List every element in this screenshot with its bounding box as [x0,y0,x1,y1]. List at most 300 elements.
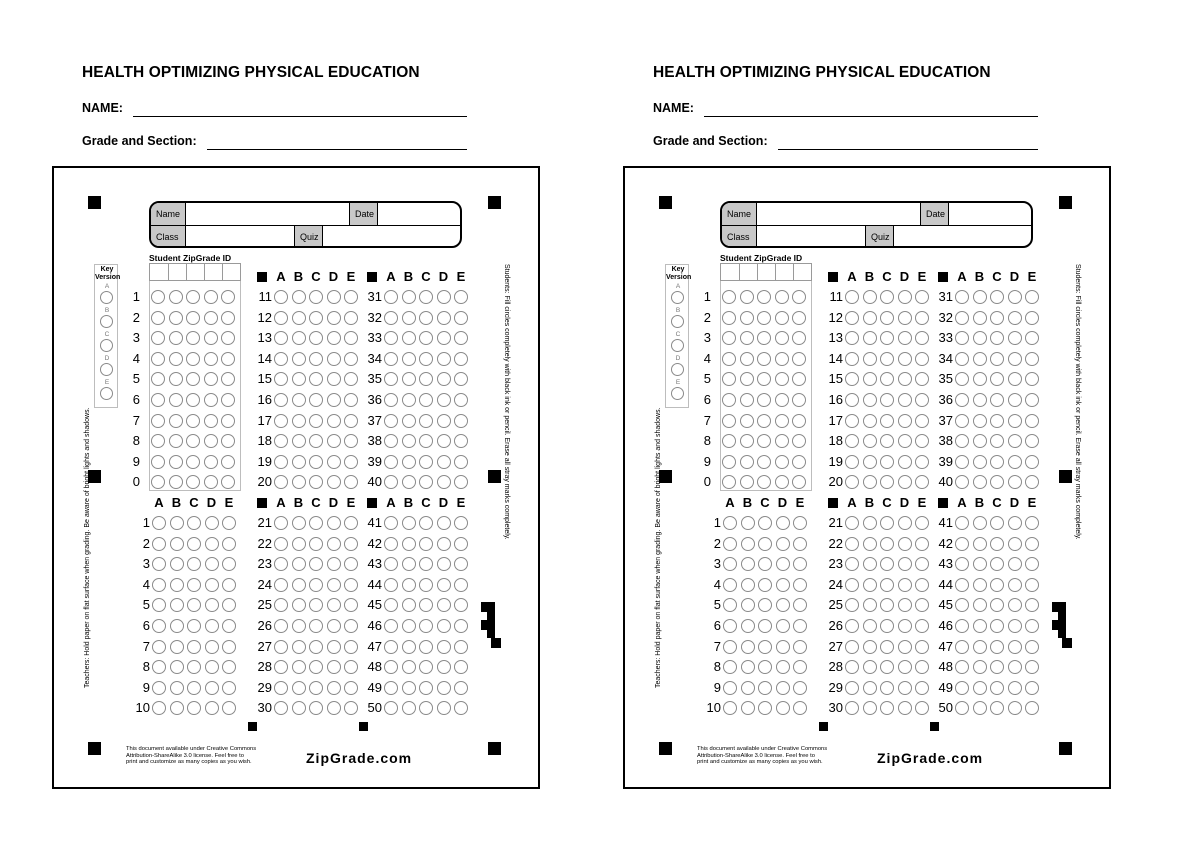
answer-bubble[interactable] [793,660,807,674]
answer-bubble[interactable] [973,701,987,715]
answer-bubble[interactable] [454,434,468,448]
answer-bubble[interactable] [990,537,1004,551]
answer-bubble[interactable] [327,537,341,551]
answer-bubble[interactable] [898,619,912,633]
answer-bubble[interactable] [454,352,468,366]
date-box-field[interactable] [378,203,460,225]
id-bubble[interactable] [775,311,789,325]
key-bubble[interactable] [100,291,113,304]
answer-bubble[interactable] [880,537,894,551]
answer-bubble[interactable] [741,537,755,551]
answer-bubble[interactable] [845,537,859,551]
answer-bubble[interactable] [1008,701,1022,715]
answer-bubble[interactable] [776,537,790,551]
answer-bubble[interactable] [758,619,772,633]
answer-bubble[interactable] [915,640,929,654]
answer-bubble[interactable] [402,352,416,366]
answer-bubble[interactable] [384,660,398,674]
answer-bubble[interactable] [758,640,772,654]
id-bubble[interactable] [151,414,165,428]
answer-bubble[interactable] [955,393,969,407]
answer-bubble[interactable] [402,434,416,448]
answer-bubble[interactable] [845,598,859,612]
answer-bubble[interactable] [898,598,912,612]
answer-bubble[interactable] [741,578,755,592]
id-bubble[interactable] [792,455,806,469]
answer-bubble[interactable] [880,393,894,407]
answer-bubble[interactable] [863,681,877,695]
class-box-field[interactable] [757,226,865,248]
answer-bubble[interactable] [292,352,306,366]
answer-bubble[interactable] [419,434,433,448]
answer-bubble[interactable] [1008,537,1022,551]
answer-bubble[interactable] [327,598,341,612]
answer-bubble[interactable] [205,578,219,592]
answer-bubble[interactable] [758,578,772,592]
answer-bubble[interactable] [845,434,859,448]
id-bubble[interactable] [740,455,754,469]
answer-bubble[interactable] [898,701,912,715]
answer-bubble[interactable] [845,455,859,469]
answer-bubble[interactable] [152,701,166,715]
answer-bubble[interactable] [898,537,912,551]
answer-bubble[interactable] [437,537,451,551]
answer-bubble[interactable] [187,537,201,551]
answer-bubble[interactable] [384,557,398,571]
id-bubble[interactable] [151,352,165,366]
answer-bubble[interactable] [454,393,468,407]
answer-bubble[interactable] [344,701,358,715]
answer-bubble[interactable] [292,660,306,674]
id-bubble[interactable] [792,414,806,428]
answer-bubble[interactable] [898,372,912,386]
answer-bubble[interactable] [915,681,929,695]
answer-bubble[interactable] [454,578,468,592]
answer-bubble[interactable] [990,434,1004,448]
id-bubble[interactable] [740,475,754,489]
answer-bubble[interactable] [990,455,1004,469]
answer-bubble[interactable] [309,701,323,715]
answer-bubble[interactable] [898,311,912,325]
answer-bubble[interactable] [990,578,1004,592]
answer-bubble[interactable] [327,372,341,386]
answer-bubble[interactable] [973,455,987,469]
answer-bubble[interactable] [384,598,398,612]
answer-bubble[interactable] [955,352,969,366]
answer-bubble[interactable] [915,619,929,633]
answer-bubble[interactable] [309,455,323,469]
answer-bubble[interactable] [152,660,166,674]
answer-bubble[interactable] [437,311,451,325]
answer-bubble[interactable] [402,311,416,325]
answer-bubble[interactable] [327,640,341,654]
answer-bubble[interactable] [1008,414,1022,428]
answer-bubble[interactable] [973,311,987,325]
id-bubble[interactable] [169,414,183,428]
answer-bubble[interactable] [845,352,859,366]
answer-bubble[interactable] [845,578,859,592]
answer-bubble[interactable] [776,557,790,571]
answer-bubble[interactable] [723,681,737,695]
answer-bubble[interactable] [1025,598,1039,612]
answer-bubble[interactable] [419,475,433,489]
answer-bubble[interactable] [1025,701,1039,715]
id-bubble[interactable] [221,455,235,469]
answer-bubble[interactable] [292,434,306,448]
answer-bubble[interactable] [1008,331,1022,345]
answer-bubble[interactable] [973,516,987,530]
answer-bubble[interactable] [454,557,468,571]
answer-bubble[interactable] [915,372,929,386]
answer-bubble[interactable] [292,598,306,612]
answer-bubble[interactable] [384,640,398,654]
answer-bubble[interactable] [222,537,236,551]
answer-bubble[interactable] [344,414,358,428]
answer-bubble[interactable] [309,640,323,654]
id-bubble[interactable] [722,393,736,407]
answer-bubble[interactable] [419,455,433,469]
id-bubble[interactable] [740,311,754,325]
id-bubble[interactable] [722,352,736,366]
answer-bubble[interactable] [402,537,416,551]
answer-bubble[interactable] [776,640,790,654]
answer-bubble[interactable] [898,557,912,571]
class-box-field[interactable] [186,226,294,248]
answer-bubble[interactable] [454,681,468,695]
answer-bubble[interactable] [309,619,323,633]
answer-bubble[interactable] [741,701,755,715]
answer-bubble[interactable] [955,372,969,386]
answer-bubble[interactable] [205,619,219,633]
answer-bubble[interactable] [898,660,912,674]
answer-bubble[interactable] [292,640,306,654]
answer-bubble[interactable] [793,701,807,715]
answer-bubble[interactable] [793,578,807,592]
answer-bubble[interactable] [205,660,219,674]
answer-bubble[interactable] [793,598,807,612]
answer-bubble[interactable] [402,640,416,654]
answer-bubble[interactable] [741,660,755,674]
answer-bubble[interactable] [274,619,288,633]
answer-bubble[interactable] [1008,598,1022,612]
id-bubble[interactable] [740,331,754,345]
answer-bubble[interactable] [170,701,184,715]
id-bubble[interactable] [775,393,789,407]
answer-bubble[interactable] [402,475,416,489]
answer-bubble[interactable] [292,331,306,345]
id-bubble[interactable] [792,352,806,366]
answer-bubble[interactable] [309,537,323,551]
answer-bubble[interactable] [454,372,468,386]
answer-bubble[interactable] [274,414,288,428]
answer-bubble[interactable] [863,393,877,407]
answer-bubble[interactable] [205,640,219,654]
id-bubble[interactable] [186,352,200,366]
answer-bubble[interactable] [1025,290,1039,304]
id-bubble[interactable] [775,352,789,366]
id-bubble[interactable] [204,475,218,489]
key-bubble[interactable] [100,387,113,400]
id-bubble[interactable] [169,290,183,304]
answer-bubble[interactable] [1025,311,1039,325]
student-id-write-in[interactable] [720,263,812,281]
answer-bubble[interactable] [955,660,969,674]
answer-bubble[interactable] [880,331,894,345]
answer-bubble[interactable] [863,331,877,345]
answer-bubble[interactable] [437,414,451,428]
answer-bubble[interactable] [327,557,341,571]
answer-bubble[interactable] [915,598,929,612]
id-bubble[interactable] [740,414,754,428]
id-bubble[interactable] [151,311,165,325]
answer-bubble[interactable] [880,455,894,469]
answer-bubble[interactable] [437,660,451,674]
answer-bubble[interactable] [327,475,341,489]
student-id-write-in[interactable] [149,263,241,281]
answer-bubble[interactable] [292,455,306,469]
answer-bubble[interactable] [863,557,877,571]
answer-bubble[interactable] [309,290,323,304]
answer-bubble[interactable] [973,414,987,428]
answer-bubble[interactable] [309,557,323,571]
answer-bubble[interactable] [187,640,201,654]
answer-bubble[interactable] [402,393,416,407]
answer-bubble[interactable] [863,455,877,469]
answer-bubble[interactable] [454,475,468,489]
id-bubble[interactable] [186,393,200,407]
answer-bubble[interactable] [723,598,737,612]
answer-bubble[interactable] [274,537,288,551]
answer-bubble[interactable] [309,331,323,345]
id-bubble[interactable] [775,290,789,304]
answer-bubble[interactable] [344,290,358,304]
answer-bubble[interactable] [384,393,398,407]
answer-bubble[interactable] [309,311,323,325]
answer-bubble[interactable] [723,701,737,715]
id-bubble[interactable] [221,414,235,428]
answer-bubble[interactable] [274,352,288,366]
answer-bubble[interactable] [898,393,912,407]
answer-bubble[interactable] [863,311,877,325]
answer-bubble[interactable] [990,414,1004,428]
id-bubble[interactable] [151,393,165,407]
answer-bubble[interactable] [344,393,358,407]
answer-bubble[interactable] [898,578,912,592]
key-bubble[interactable] [671,339,684,352]
answer-bubble[interactable] [437,619,451,633]
answer-bubble[interactable] [1025,372,1039,386]
key-bubble[interactable] [671,387,684,400]
answer-bubble[interactable] [973,557,987,571]
answer-bubble[interactable] [344,578,358,592]
answer-bubble[interactable] [454,331,468,345]
answer-bubble[interactable] [880,311,894,325]
answer-bubble[interactable] [344,660,358,674]
id-bubble[interactable] [775,372,789,386]
answer-bubble[interactable] [170,619,184,633]
answer-bubble[interactable] [776,619,790,633]
answer-bubble[interactable] [437,598,451,612]
answer-bubble[interactable] [292,372,306,386]
answer-bubble[interactable] [222,598,236,612]
answer-bubble[interactable] [437,681,451,695]
answer-bubble[interactable] [187,578,201,592]
answer-bubble[interactable] [309,393,323,407]
id-bubble[interactable] [792,393,806,407]
answer-bubble[interactable] [384,434,398,448]
answer-bubble[interactable] [152,516,166,530]
answer-bubble[interactable] [723,660,737,674]
answer-bubble[interactable] [419,352,433,366]
id-bubble[interactable] [722,455,736,469]
answer-bubble[interactable] [955,537,969,551]
answer-bubble[interactable] [402,455,416,469]
answer-bubble[interactable] [402,578,416,592]
answer-bubble[interactable] [222,557,236,571]
answer-bubble[interactable] [187,557,201,571]
name-box-field[interactable] [757,203,920,225]
answer-bubble[interactable] [863,290,877,304]
answer-bubble[interactable] [880,372,894,386]
answer-bubble[interactable] [419,311,433,325]
key-bubble[interactable] [671,363,684,376]
answer-bubble[interactable] [152,537,166,551]
answer-bubble[interactable] [309,516,323,530]
id-bubble[interactable] [775,455,789,469]
answer-bubble[interactable] [309,352,323,366]
answer-bubble[interactable] [187,681,201,695]
answer-bubble[interactable] [274,372,288,386]
answer-bubble[interactable] [990,557,1004,571]
answer-bubble[interactable] [437,434,451,448]
answer-bubble[interactable] [274,578,288,592]
answer-bubble[interactable] [292,537,306,551]
id-bubble[interactable] [740,290,754,304]
answer-bubble[interactable] [170,578,184,592]
answer-bubble[interactable] [915,516,929,530]
answer-bubble[interactable] [274,311,288,325]
answer-bubble[interactable] [845,701,859,715]
answer-bubble[interactable] [402,598,416,612]
answer-bubble[interactable] [384,455,398,469]
id-bubble[interactable] [169,393,183,407]
answer-bubble[interactable] [384,681,398,695]
answer-bubble[interactable] [454,537,468,551]
answer-bubble[interactable] [793,640,807,654]
answer-bubble[interactable] [1008,311,1022,325]
answer-bubble[interactable] [170,598,184,612]
id-bubble[interactable] [792,290,806,304]
answer-bubble[interactable] [741,516,755,530]
answer-bubble[interactable] [990,475,1004,489]
answer-bubble[interactable] [955,681,969,695]
answer-bubble[interactable] [170,537,184,551]
answer-bubble[interactable] [274,701,288,715]
id-bubble[interactable] [169,352,183,366]
answer-bubble[interactable] [973,619,987,633]
answer-bubble[interactable] [793,537,807,551]
answer-bubble[interactable] [292,557,306,571]
answer-bubble[interactable] [170,681,184,695]
answer-bubble[interactable] [344,475,358,489]
answer-bubble[interactable] [990,352,1004,366]
answer-bubble[interactable] [454,290,468,304]
name-field[interactable] [704,116,1038,117]
answer-bubble[interactable] [915,537,929,551]
answer-bubble[interactable] [327,352,341,366]
answer-bubble[interactable] [222,619,236,633]
id-bubble[interactable] [151,455,165,469]
answer-bubble[interactable] [990,290,1004,304]
key-bubble[interactable] [100,363,113,376]
answer-bubble[interactable] [898,290,912,304]
key-bubble[interactable] [100,339,113,352]
answer-bubble[interactable] [741,598,755,612]
answer-bubble[interactable] [402,660,416,674]
answer-bubble[interactable] [845,681,859,695]
answer-bubble[interactable] [845,331,859,345]
answer-bubble[interactable] [344,681,358,695]
answer-bubble[interactable] [152,598,166,612]
answer-bubble[interactable] [915,701,929,715]
answer-bubble[interactable] [274,640,288,654]
answer-bubble[interactable] [309,372,323,386]
answer-bubble[interactable] [344,640,358,654]
answer-bubble[interactable] [419,331,433,345]
answer-bubble[interactable] [437,640,451,654]
answer-bubble[interactable] [845,557,859,571]
answer-bubble[interactable] [454,640,468,654]
answer-bubble[interactable] [863,578,877,592]
id-bubble[interactable] [740,372,754,386]
answer-bubble[interactable] [845,372,859,386]
answer-bubble[interactable] [1025,331,1039,345]
answer-bubble[interactable] [327,701,341,715]
answer-bubble[interactable] [454,660,468,674]
answer-bubble[interactable] [419,598,433,612]
answer-bubble[interactable] [344,434,358,448]
answer-bubble[interactable] [1008,681,1022,695]
answer-bubble[interactable] [384,578,398,592]
id-bubble[interactable] [204,455,218,469]
answer-bubble[interactable] [344,331,358,345]
answer-bubble[interactable] [915,311,929,325]
answer-bubble[interactable] [274,290,288,304]
answer-bubble[interactable] [880,619,894,633]
id-bubble[interactable] [792,311,806,325]
answer-bubble[interactable] [274,516,288,530]
id-bubble[interactable] [221,352,235,366]
answer-bubble[interactable] [437,701,451,715]
id-bubble[interactable] [775,331,789,345]
key-bubble[interactable] [100,315,113,328]
answer-bubble[interactable] [723,640,737,654]
answer-bubble[interactable] [309,414,323,428]
answer-bubble[interactable] [205,516,219,530]
answer-bubble[interactable] [990,393,1004,407]
answer-bubble[interactable] [454,701,468,715]
id-bubble[interactable] [757,455,771,469]
answer-bubble[interactable] [990,598,1004,612]
answer-bubble[interactable] [973,290,987,304]
answer-bubble[interactable] [419,681,433,695]
answer-bubble[interactable] [863,640,877,654]
answer-bubble[interactable] [915,393,929,407]
answer-bubble[interactable] [1008,640,1022,654]
answer-bubble[interactable] [1008,619,1022,633]
answer-bubble[interactable] [845,660,859,674]
answer-bubble[interactable] [384,331,398,345]
